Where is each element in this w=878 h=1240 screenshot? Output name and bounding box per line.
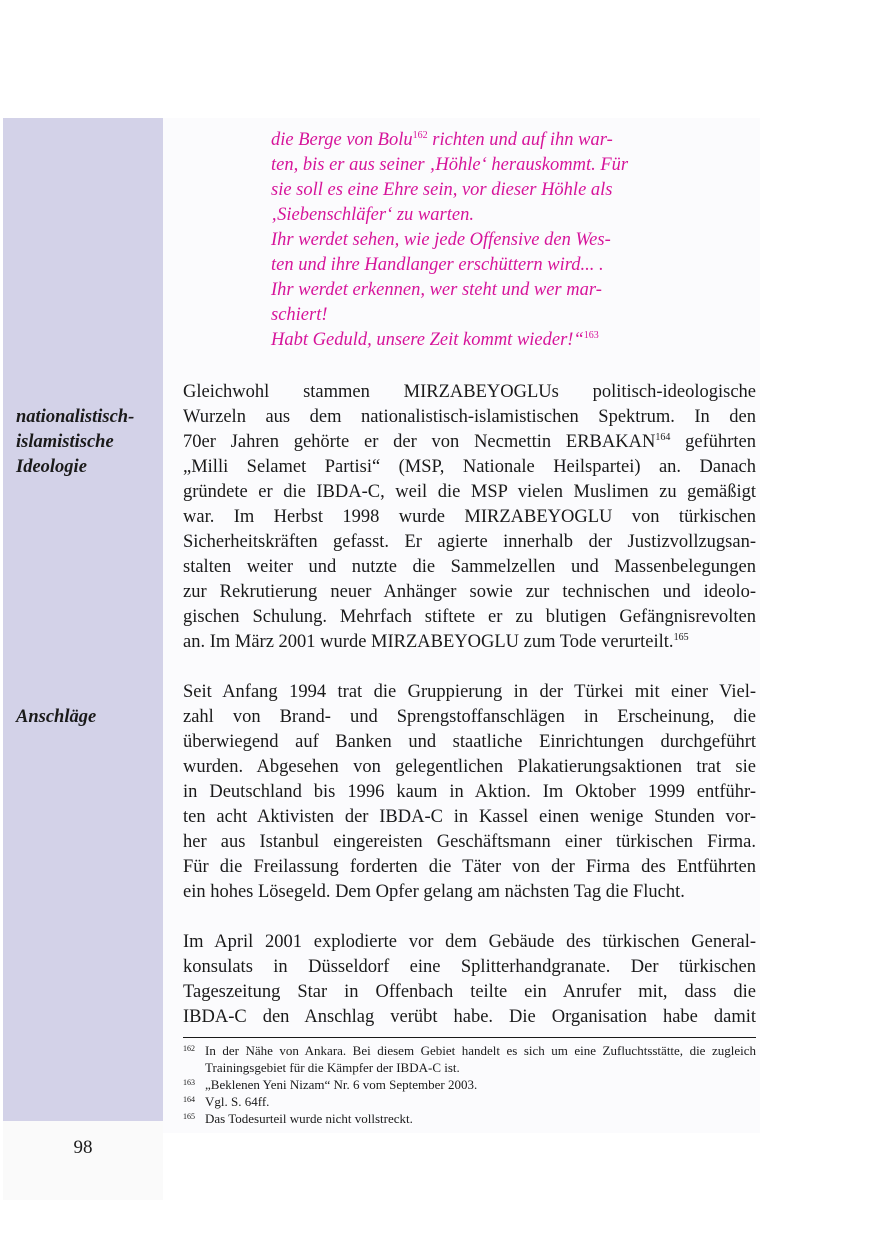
- margin-label-ideology: [16, 405, 134, 480]
- footnote-text: „Beklenen Yeni Nizam“ Nr. 6 vom September 2003.: [205, 1077, 478, 1092]
- quote-line: schiert!: [271, 305, 328, 325]
- footnote: [183, 1076, 756, 1093]
- page-number-area: [3, 1121, 163, 1200]
- quote-line: ‚Siebenschläfer‘ zu warten.: [271, 205, 474, 225]
- quote-line: sie soll es eine Ehre sein, vor dieser Höhle als: [271, 180, 613, 200]
- footnote-text: Vgl. S. 64ff.: [205, 1094, 270, 1109]
- margin-label-line: Anschläge: [16, 707, 97, 727]
- quote-line: Ihr werdet erkennen, wer steht und wer mar-: [271, 280, 602, 300]
- footnote-number: 165: [183, 1112, 195, 1121]
- margin-label-line: nationalistisch-: [16, 407, 135, 427]
- footnote-ref: 163: [583, 330, 599, 341]
- footnote-divider: [183, 1037, 756, 1038]
- quote-line: die Berge von Bolu$^{162}$ richten und auf ihn war-: [271, 130, 613, 150]
- footnote: [183, 1093, 756, 1110]
- footnote-number: 162: [183, 1044, 195, 1053]
- margin-label-line: islamistische: [16, 432, 114, 452]
- footnote-text: In der Nähe von Ankara. Bei diesem Gebiet handelt es sich um eine Zufluchtsstätte, die zugleich Trainingsgebiet für die Kämpfer der IBDA-C ist.: [205, 1043, 756, 1075]
- footnote-ref: 165: [673, 632, 689, 643]
- paragraph-attacks: Seit Anfang 1994 trat die Gruppierung in der Türkei mit einer Viel- zahl von Brand- und Sprengstoffanschlägen in Erscheinung, die überwiegend auf Banken und staatliche Einrichtungen durchgeführt wurden. Abgesehen von gelegentlichen Plakatierungsaktionen trat sie in Deutschland bis 1996 kaum in Aktion. Im Oktober 1999 entführ- ten acht Aktivisten der IBDA-C in Kassel einen wenige Stunden vor- her aus Istanbul eingereisten Geschäftsmann einer türkischen Firma. Für die Freilassung forderten die Täter von der Firma des Entführten ein hohes Lösegeld. Dem Opfer gelang am nächsten Tag die Flucht.: [183, 682, 756, 902]
- footnote-number: 163: [183, 1078, 195, 1087]
- footnote: [183, 1110, 756, 1127]
- footnote-number: 164: [183, 1095, 195, 1104]
- paragraph-duesseldorf: Im April 2001 explodierte vor dem Gebäude des türkischen General- konsulats in Düsseldorf eine Splitterhandgranate. Der türkischen Tageszeitung Star in Offenbach teilte ein Anrufer mit, dass die IBDA-C den Anschlag verübt habe. Die Organisation habe damit: [183, 932, 756, 1027]
- margin-label-attacks: [16, 705, 96, 730]
- page-number: 98: [73, 1137, 93, 1158]
- footnote-ref: 162: [412, 130, 428, 141]
- footnote: [183, 1042, 756, 1076]
- footnote-ref: 164: [655, 432, 671, 443]
- footnote-text: Das Todesurteil wurde nicht vollstreckt.: [205, 1111, 413, 1126]
- quote-line: ten, bis er aus seiner ‚Höhle‘ herauskommt. Für: [271, 155, 629, 175]
- footnotes: [183, 1042, 756, 1127]
- quote-line: Habt Geduld, unsere Zeit kommt wieder!“$^{163}$: [271, 330, 599, 350]
- margin-label-line: Ideologie: [16, 457, 87, 477]
- quote-line: ten und ihre Handlanger erschüttern wird... .: [271, 255, 604, 275]
- margin-sidebar: [3, 118, 163, 1121]
- paragraph-ideology: Gleichwohl stammen MIRZABEYOGLUs politisch-ideologische Wurzeln aus dem nationalistisch-islamistischen Spektrum. In den 70er Jahren gehörte er der von Necmettin ERBAKAN$^{164}$ geführten „Milli Selamet Partisi“ (MSP, Nationale Heilspartei) an. Danach gründete er die IBDA-C, weil die MSP vielen Muslimen zu gemäßigt war. Im Herbst 1998 wurde MIRZABEYOGLU von türkischen Sicherheitskräften gefasst. Er agierte innerhalb der Justizvollzugsan- stalten weiter und nutzte die Sammelzellen und Massenbelegungen zur Rekrutierung neuer Anhänger sowie zur technischen und ideolo- gischen Schulung. Mehrfach stiftete er zu blutigen Gefängnisrevolten an. Im März 2001 wurde MIRZABEYOGLU zum Tode verurteilt.$^{165}$: [183, 382, 756, 652]
- block-quote: [271, 128, 668, 353]
- quote-line: Ihr werdet sehen, wie jede Offensive den Wes-: [271, 230, 611, 250]
